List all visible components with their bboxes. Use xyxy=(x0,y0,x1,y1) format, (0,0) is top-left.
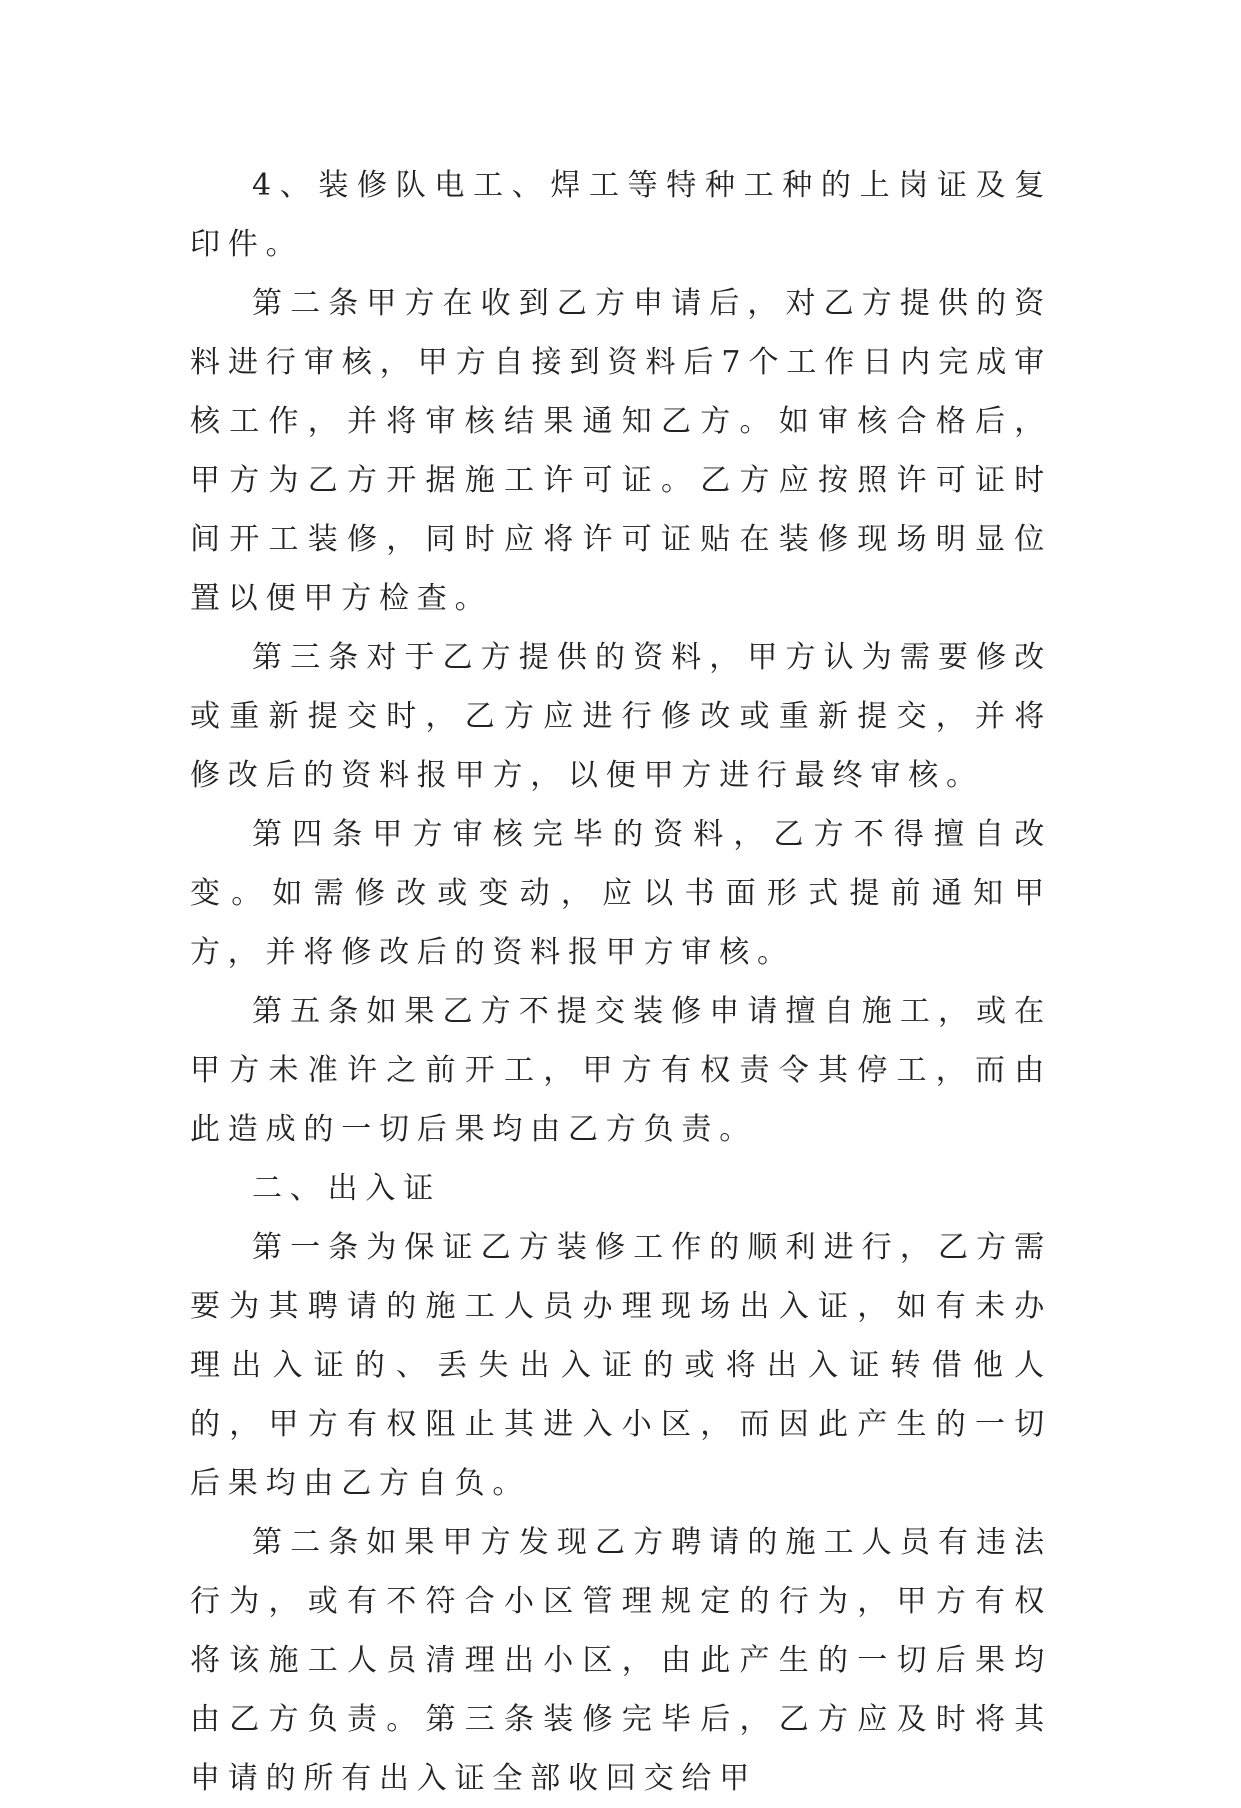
paragraph-pass-article-2: 第二条如果甲方发现乙方聘请的施工人员有违法行为，或有不符合小区管理规定的行为，甲方有权将该施工人员清理出小区，由此产生的一切后果均由乙方负责。第三条装修完毕后，乙方应及时将其申请的所有出入证全部收回交给甲 xyxy=(190,1525,1052,1796)
paragraph-article-4: 第四条甲方审核完毕的资料，乙方不得擅自改变。如需修改或变动，应以书面形式提前通知甲方，并将修改后的资料报甲方审核。 xyxy=(190,817,1052,970)
section-heading-pass: 二、出入证 xyxy=(252,1171,441,1206)
paragraph-article-5: 第五条如果乙方不提交装修申请擅自施工，或在甲方未准许之前开工，甲方有权责令其停工，而由此造成的一切后果均由乙方负责。 xyxy=(190,994,1052,1147)
document-body xyxy=(190,156,1052,1808)
paragraph-item-4: 4、装修队电工、焊工等特种工种的上岗证及复印件。 xyxy=(190,168,1052,262)
paragraph-article-3: 第三条对于乙方提供的资料，甲方认为需要修改或重新提交时，乙方应进行修改或重新提交，并将修改后的资料报甲方，以便甲方进行最终审核。 xyxy=(190,640,1052,793)
paragraph-article-2: 第二条甲方在收到乙方申请后，对乙方提供的资料进行审核，甲方自接到资料后7个工作日内完成审核工作，并将审核结果通知乙方。如审核合格后，甲方为乙方开据施工许可证。乙方应按照许可证时间开工装修，同时应将许可证贴在装修现场明显位置以便甲方检查。 xyxy=(190,286,1052,616)
paragraph-pass-article-1: 第一条为保证乙方装修工作的顺利进行，乙方需要为其聘请的施工人员办理现场出入证，如有未办理出入证的、丢失出入证的或将出入证转借他人的，甲方有权阻止其进入小区，而因此产生的一切后果均由乙方自负。 xyxy=(190,1230,1052,1501)
